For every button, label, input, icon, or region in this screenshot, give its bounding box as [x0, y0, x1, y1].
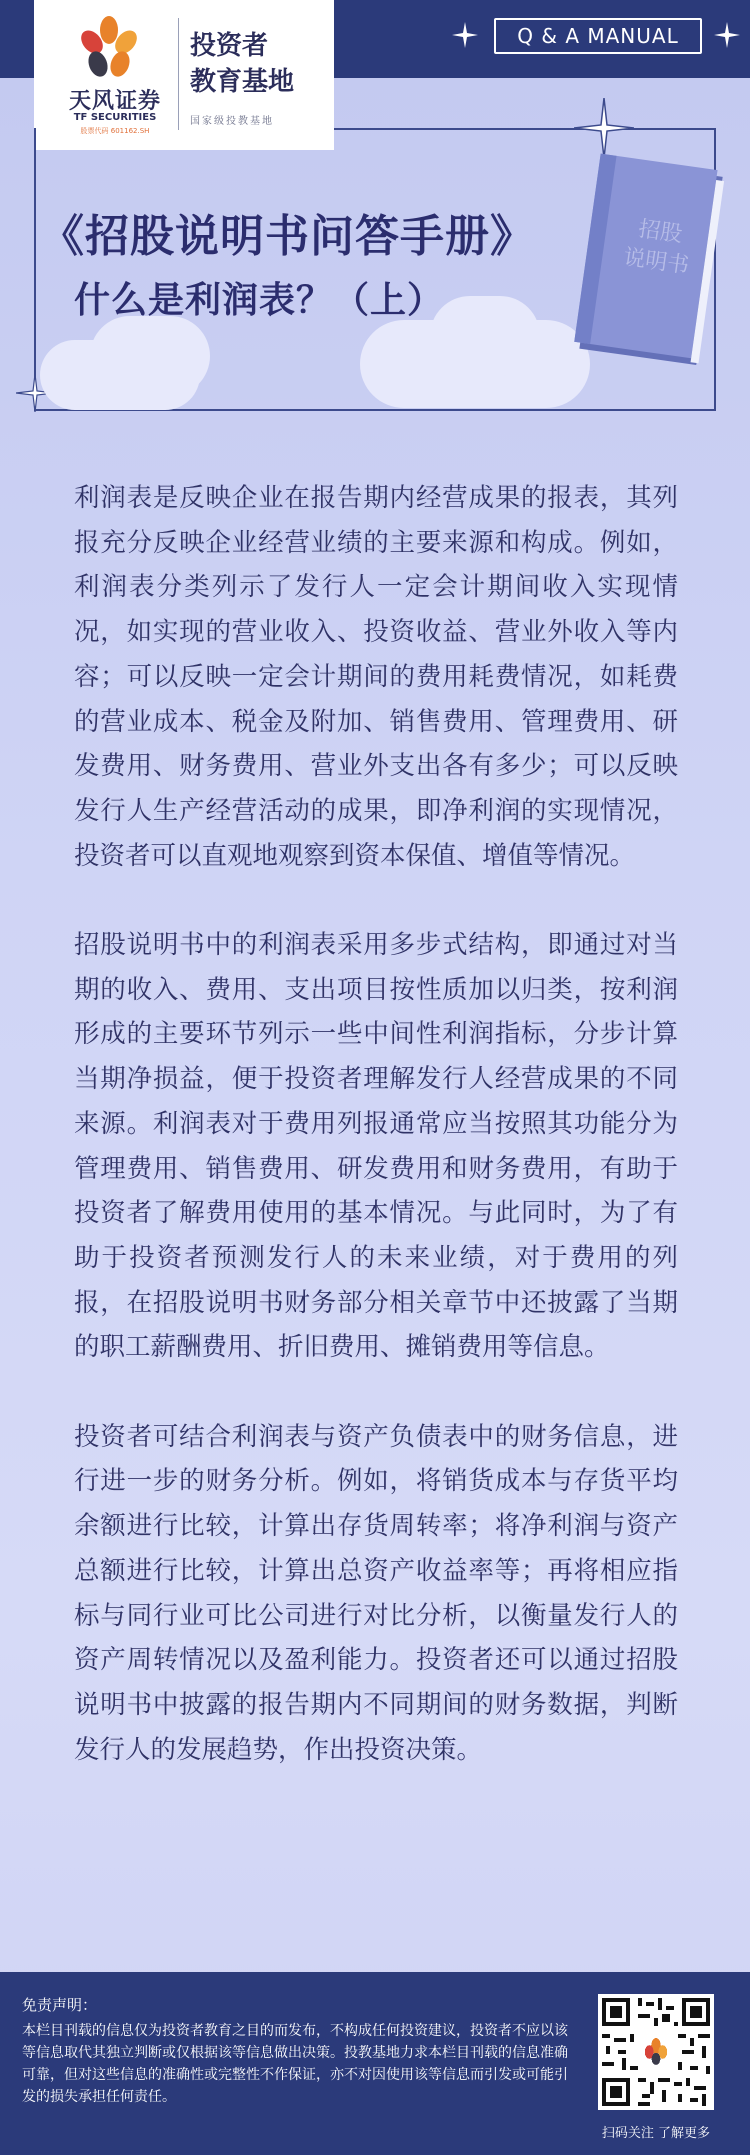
- page-title: 《招股说明书问答手册》: [40, 211, 535, 262]
- hero-frame-top-line: [334, 128, 716, 130]
- brand-name-en: TF SECURITIES: [73, 112, 157, 123]
- brand-flower-logo-icon: [74, 14, 144, 84]
- book-label-line1: 招股: [636, 216, 684, 248]
- article-paragraph: 招股说明书中的利润表采用多步式结构，即通过对当期的收入、费用、支出项目按性质加以归类，按利润形成的主要环节列示一些中间性利润指标，分步计算当期净损益，便于投资者理解发行人经营成果的不同来源。利润表对于费用列报通常应当按照其功能分为管理费用、销售费用、研发费用和财务费用，有助于投资者了解费用使用的基本情况。与此同时，为了有助于投资者预测发行人的未来业绩，对于费用的列报，在招股说明书财务部分相关章节中还披露了当期的职工薪酬费用、折旧费用、摊销费用等信息。: [74, 930, 678, 1363]
- sparkle-icon: [452, 22, 478, 48]
- sparkle-icon: [714, 22, 740, 48]
- article-paragraph: 投资者可结合利润表与资产负债表中的财务信息，进行进一步的财务分析。例如，将销货成本与存货平均余额进行比较，计算出存货周转率；将净利润与资产总额进行比较，计算出总资产收益率等；再将相应指标与同行业可比公司进行对比分析，以衡量发行人的资产周转情况以及盈利能力。投资者还可以通过招股说明书中披露的报告期内不同期间的财务数据，判断发行人的发展趋势，作出投资决策。: [74, 1421, 678, 1765]
- qa-manual-badge: Q & A MANUAL: [494, 18, 702, 54]
- qr-caption: 扫码关注 了解更多: [601, 2126, 711, 2141]
- footer-disclaimer: [0, 1972, 750, 2155]
- qr-code-icon[interactable]: [598, 1994, 714, 2110]
- page-subtitle: 什么是利润表？（上）: [74, 280, 445, 321]
- disclaimer-title: 免责声明：: [22, 1996, 98, 2014]
- edu-base-line2: 教育基地: [190, 67, 295, 97]
- article-paragraph: 利润表是反映企业在报告期内经营成果的报表，其列报充分反映企业经营业绩的主要来源和构成。例如，利润表分类列示了发行人一定会计期间收入实现情况，如实现的营业收入、投资收益、营业外收入等内容；可以反映一定会计期间的费用耗费情况，如耗费的营业成本、税金及附加、销售费用、管理费用、研发费用、财务费用、营业外支出各有多少；可以反映发行人生产经营活动的成果，即净利润的实现情况，投资者可以直观地观察到资本保值、增值等情况。: [74, 483, 678, 871]
- article-body: [74, 476, 678, 1817]
- prospectus-book-icon: [568, 148, 738, 378]
- disclaimer-text: 本栏目刊载的信息仅为投资者教育之目的而发布，不构成任何投资建议，投资者不应以该等信息取代其独立判断或仅根据该等信息做出决策。投教基地力求本栏目刊载的信息准确可靠，但对这些信息的准确性或完整性不作保证，亦不对因使用该等信息而引发或可能引发的损失承担任何责任。: [22, 2023, 568, 2105]
- edu-base-title: [190, 28, 320, 100]
- edu-base-subtitle: 国家级投教基地: [190, 116, 274, 127]
- book-label-line2: 说明书: [621, 244, 691, 279]
- brand-name-cn: 天风证券: [68, 89, 161, 114]
- edu-base-line1: 投资者: [190, 31, 269, 61]
- stock-code: 股票代码 601162.SH: [80, 127, 150, 135]
- cloud-decoration: [90, 316, 210, 396]
- logo-divider: [178, 18, 179, 130]
